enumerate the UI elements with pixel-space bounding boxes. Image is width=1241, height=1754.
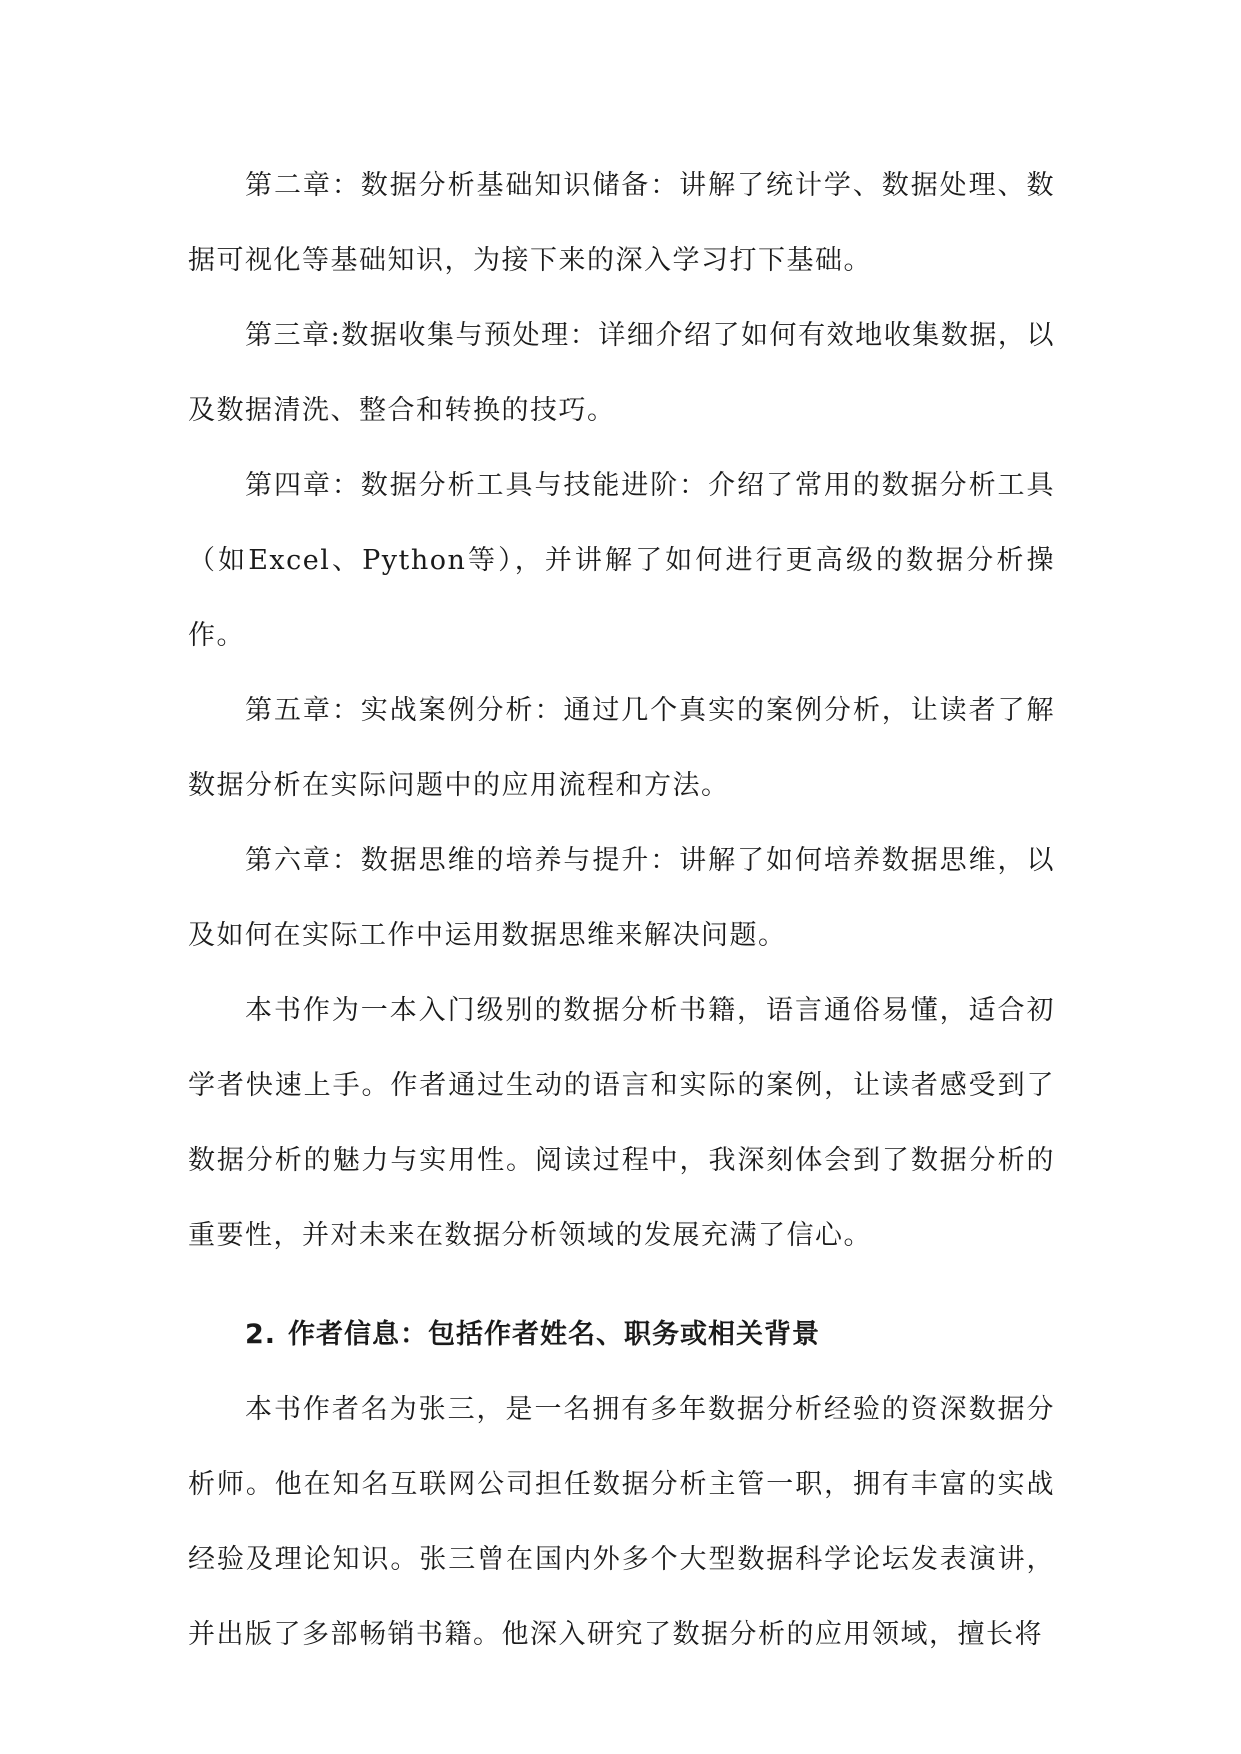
section-number: 2.	[245, 1319, 277, 1350]
author-paragraph: 本书作者名为张三，是一名拥有多年数据分析经验的资深数据分析师。他在知名互联网公司担任数据分析主管一职，拥有丰富的实战经验及理论知识。张三曾在国内外多个大型数据科学论坛发表演讲，并出版了多部畅销书籍。他深入研究了数据分析的应用领域，擅长将	[188, 1394, 1055, 1650]
chapter-2-paragraph: 第二章：数据分析基础知识储备：讲解了统计学、数据处理、数据可视化等基础知识，为接下来的深入学习打下基础。	[188, 170, 1055, 276]
document-body	[188, 148, 1055, 1672]
chapter-5-paragraph: 第五章：实战案例分析：通过几个真实的案例分析，让读者了解数据分析在实际问题中的应用流程和方法。	[188, 695, 1055, 801]
section-title: 作者信息：包括作者姓名、职务或相关背景	[288, 1319, 821, 1350]
chapter-6-paragraph: 第六章：数据思维的培养与提升：讲解了如何培养数据思维，以及如何在实际工作中运用数据思维来解决问题。	[188, 845, 1055, 951]
chapter-4-paragraph: 第四章：数据分析工具与技能进阶：介绍了常用的数据分析工具（如Excel、Python等），并讲解了如何进行更高级的数据分析操作。	[188, 470, 1055, 651]
section-heading	[188, 1297, 1055, 1372]
summary-paragraph: 本书作为一本入门级别的数据分析书籍，语言通俗易懂，适合初学者快速上手。作者通过生动的语言和实际的案例，让读者感受到了数据分析的魅力与实用性。阅读过程中，我深刻体会到了数据分析的重要性，并对未来在数据分析领域的发展充满了信心。	[188, 995, 1055, 1251]
chapter-3-paragraph: 第三章:数据收集与预处理：详细介绍了如何有效地收集数据，以及数据清洗、整合和转换的技巧。	[188, 320, 1055, 426]
